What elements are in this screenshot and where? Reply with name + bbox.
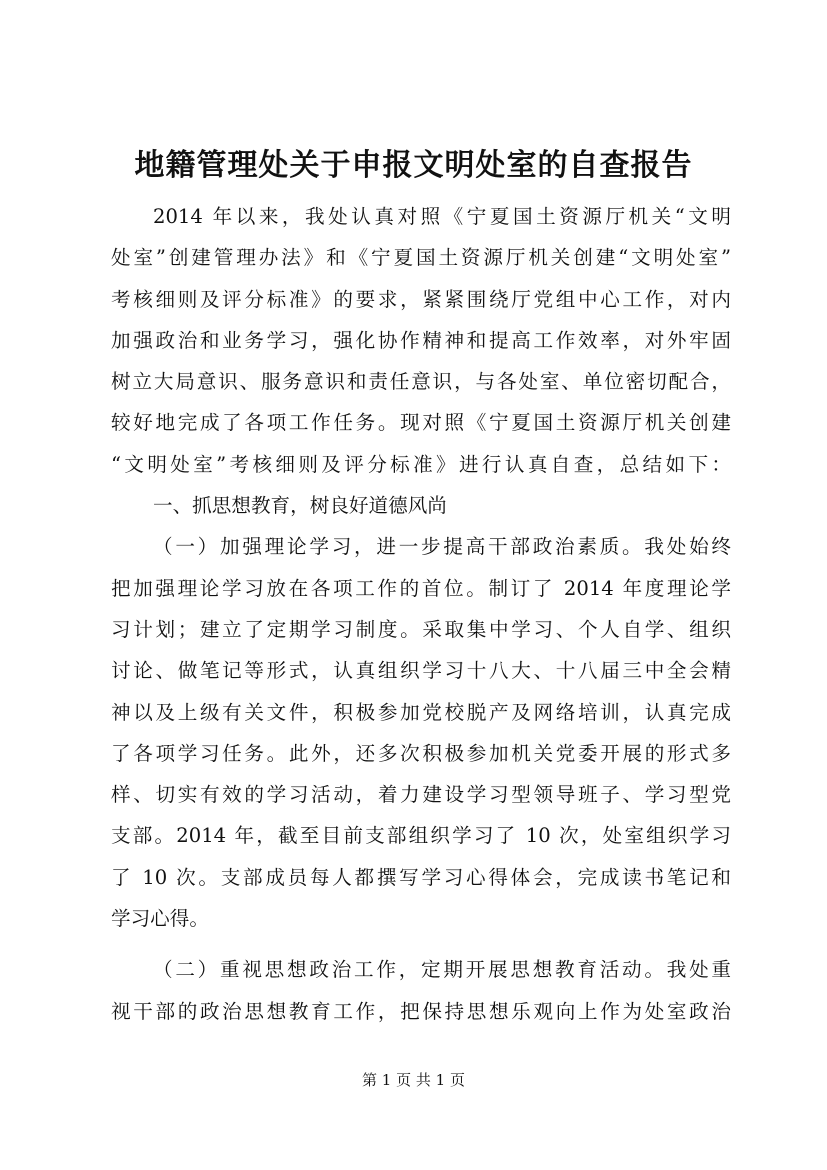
- text-line: 加强政治和业务学习，强化协作精神和提高工作效率，对外牢固: [111, 328, 731, 352]
- paragraph-theory-study: [111, 526, 731, 939]
- document-body: [111, 196, 731, 1032]
- text-line: 神以及上级有关文件，积极参加党校脱产及网络培训，认真完成: [111, 700, 731, 724]
- text-line: （二）重视思想政治工作，定期开展思想教育活动。我处重: [153, 958, 731, 982]
- text-line: 把加强理论学习放在各项工作的首位。制订了 2014 年度理论学: [111, 576, 731, 600]
- page-footer: 第 1 页 共 1 页: [362, 1071, 465, 1089]
- text-line: 较好地完成了各项工作任务。现对照《宁夏国土资源厅机关创建: [111, 411, 731, 435]
- text-line: 树立大局意识、服务意识和责任意识，与各处室、单位密切配合，: [111, 370, 731, 394]
- document-title: 地籍管理处关于申报文明处室的自查报告: [134, 148, 693, 183]
- text-line: 讨论、做笔记等形式，认真组织学习十八大、十八届三中全会精: [111, 659, 731, 683]
- section-heading: 一、抓思想教育，树良好道德风尚: [153, 494, 447, 518]
- text-line: 2014 年以来，我处认真对照《宁夏国土资源厅机关“文明: [153, 205, 731, 228]
- text-line: 处室”创建管理办法》和《宁夏国土资源厅机关创建“文明处室”: [111, 246, 731, 270]
- text-line: 样、切实有效的学习活动，着力建设学习型领导班子、学习型党: [111, 783, 731, 807]
- text-line: 视干部的政治思想教育工作，把保持思想乐观向上作为处室政治: [111, 999, 731, 1023]
- paragraph-intro: [111, 196, 731, 485]
- text-line: 支部。2014 年，截至目前支部组织学习了 10 次，处室组织学习: [111, 824, 731, 848]
- text-line: “文明处室”考核细则及评分标准》进行认真自查，总结如下：: [111, 452, 731, 476]
- text-line: 考核细则及评分标准》的要求，紧紧围绕厅党组中心工作，对内: [111, 287, 731, 311]
- text-line: 学习心得。: [111, 907, 209, 931]
- text-line: 了 10 次。支部成员每人都撰写学习心得体会，完成读书笔记和: [111, 865, 731, 889]
- paragraph-gap: [111, 939, 731, 949]
- text-line: （一）加强理论学习，进一步提高干部政治素质。我处始终: [153, 535, 731, 559]
- paragraph-ideological-work: [111, 949, 731, 1032]
- text-line: 了各项学习任务。此外，还多次积极参加机关党委开展的形式多: [111, 741, 731, 765]
- text-line: 习计划；建立了定期学习制度。采取集中学习、个人自学、组织: [111, 617, 731, 641]
